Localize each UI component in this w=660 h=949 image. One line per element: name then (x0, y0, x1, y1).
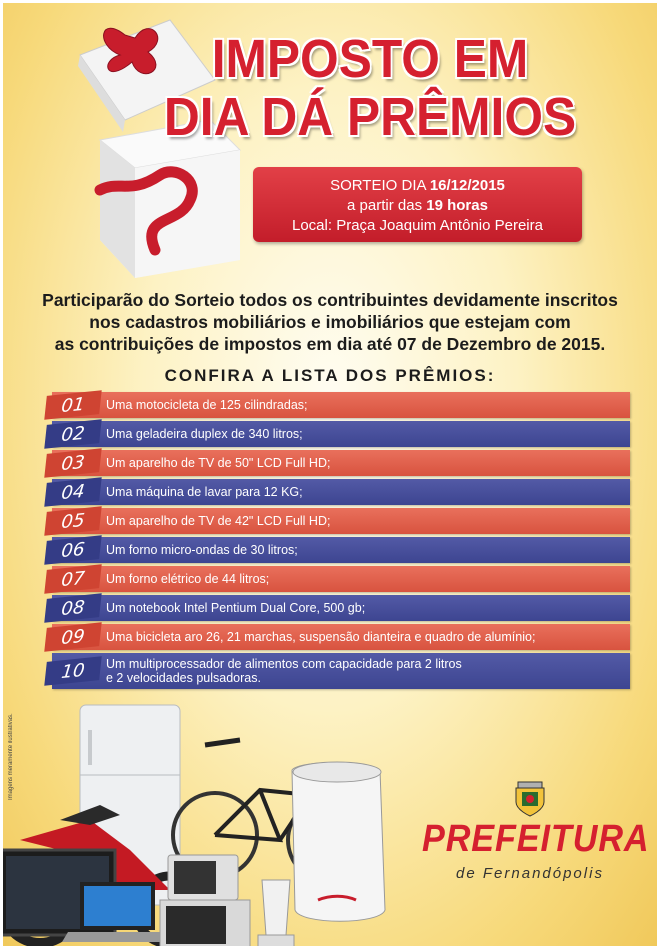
prize-item-04 (40, 479, 630, 505)
prefeitura-logo (410, 780, 650, 890)
prize-text: Uma bicicleta aro 26, 21 marchas, suspensão dianteira e quadro de alumínio; (106, 630, 536, 644)
prize-item-10 (40, 653, 630, 689)
prize-text: Um notebook Intel Pentium Dual Core, 500 gb; (106, 601, 366, 615)
prize-number: 07 (44, 564, 101, 594)
city-crest-icon (512, 780, 548, 818)
prize-number: 06 (44, 535, 101, 565)
prize-text: Uma geladeira duplex de 340 litros; (106, 427, 303, 441)
intro-line-2: nos cadastros mobiliários e imobiliários que estejam com (89, 312, 571, 332)
intro-text (20, 289, 640, 355)
prize-number: 01 (44, 390, 101, 420)
prize-appliances-illustration (0, 700, 400, 949)
prize-text: Um aparelho de TV de 42" LCD Full HD; (106, 514, 331, 528)
intro-line-3: as contribuições de impostos em dia até 07 de Dezembro de 2015. (54, 334, 606, 354)
prize-text-line-1: Um multiprocessador de alimentos com capacidade para 2 litros (106, 657, 462, 671)
event-date-label: SORTEIO DIA (330, 177, 430, 194)
prize-list-title: CONFIRA A LISTA DOS PRÊMIOS: (164, 366, 496, 385)
prize-text (106, 657, 462, 685)
prize-text: Um aparelho de TV de 50" LCD Full HD; (106, 456, 331, 470)
prize-number: 08 (44, 593, 101, 623)
prize-item-08 (40, 595, 630, 621)
prefeitura-city: de Fernandópolis (456, 865, 604, 882)
prize-number: 02 (44, 419, 101, 449)
event-date: 16/12/2015 (429, 177, 505, 194)
prize-number: 05 (44, 506, 101, 536)
prize-number: 04 (44, 477, 101, 507)
prize-text: Um forno micro-ondas de 30 litros; (106, 543, 298, 557)
prize-item-02 (40, 421, 630, 447)
illustrative-images-note: Imagens meramente ilustrativas. (8, 713, 14, 800)
event-time: 19 horas (426, 197, 488, 214)
prefeitura-name: PREFEITURA (422, 818, 650, 860)
event-location: Local: Praça Joaquim Antônio Pereira (292, 217, 543, 234)
prize-number: 09 (44, 622, 101, 652)
intro-line-1: Participarão do Sorteio todos os contribuintes devidamente inscritos (42, 290, 618, 310)
event-time-label: a partir das (347, 197, 427, 214)
main-title (135, 30, 605, 146)
prize-text: Uma máquina de lavar para 12 KG; (106, 485, 303, 499)
event-time-line (253, 196, 582, 216)
prize-list (40, 392, 630, 692)
prize-item-03 (40, 450, 630, 476)
prize-item-07 (40, 566, 630, 592)
event-date-line (253, 176, 582, 196)
prize-item-01 (40, 392, 630, 418)
title-line-2: DIA DÁ PRÊMIOS (163, 87, 577, 147)
prize-text: Um forno elétrico de 44 litros; (106, 572, 270, 586)
prize-text-line-2: e 2 velocidades pulsadoras. (106, 671, 261, 685)
prize-number: 03 (44, 448, 101, 478)
prize-item-06 (40, 537, 630, 563)
prize-number: 10 (44, 656, 101, 686)
prize-item-05 (40, 508, 630, 534)
event-box (253, 167, 582, 242)
title-line-1: IMPOSTO EM (211, 29, 529, 89)
prize-item-09 (40, 624, 630, 650)
prize-text: Uma motocicleta de 125 cilindradas; (106, 398, 308, 412)
